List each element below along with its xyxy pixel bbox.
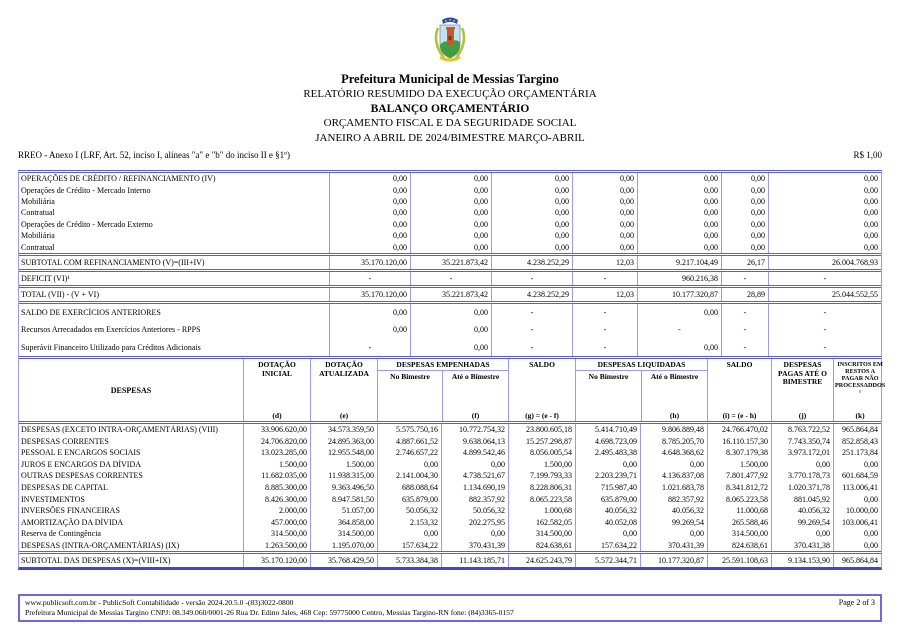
value-cell: 2.000,00 [243,505,310,517]
coat-of-arms-icon [432,14,468,62]
value-cell: 8.307.179,38 [707,447,771,459]
value-cell: 824.638,61 [508,539,575,551]
value-cell: 12.955.548,00 [310,447,377,459]
value-cell: 8.426.300,00 [243,493,310,505]
value-cell: 370.431,39 [441,539,508,551]
value-cell: - [768,339,881,357]
value-cell: 0,00 [410,304,491,322]
value-cell: 882.357,92 [441,493,508,505]
col-header-empenhadas-no-bimestre: No Bimestre [390,372,430,381]
table-row [19,196,881,207]
value-cell: 7.199.793,33 [508,470,575,482]
value-cell: 0,00 [833,539,881,551]
value-cell: 251.173,84 [833,447,881,459]
currency-note: R$ 1,00 [853,150,882,160]
value-cell: 10.177.320,87 [637,288,721,301]
row-label: JUROS E ENCARGOS DA DÍVIDA [21,459,142,469]
table-row [19,301,881,322]
report-title-line2: BALANÇO ORÇAMENTÁRIO [370,102,530,115]
value-cell: 0,00 [491,241,572,252]
value-cell: 0,00 [329,219,410,230]
table-row [19,219,881,230]
value-cell: 4.238.252,29 [491,288,572,301]
value-cell: 8.341.812,72 [707,482,771,494]
col-header-despesas: DESPESAS [110,385,152,395]
value-cell: 0,00 [377,459,441,471]
row-label: Recursos Arrecadados em Exercícios Anteriores - RPPS [21,325,201,335]
table-row [19,269,881,285]
value-cell: 0,00 [410,321,491,339]
value-cell: 24.625.243,79 [508,554,575,567]
col-group-liquidadas: DESPESAS LIQUIDADAS No Bimestre Até o Bimestre (h) [575,359,707,421]
value-cell: 0,00 [637,304,721,322]
row-label: Reserva de Contingência [21,529,101,539]
value-cell: 314.500,00 [310,528,377,540]
value-cell: 0,00 [410,241,491,252]
value-cell: 26,17 [721,256,768,269]
value-cell: 0,00 [833,493,881,505]
value-cell: 35.170.120,00 [243,554,310,567]
col-header-saldo-g: SALDO (g) = (e - f) [508,359,575,421]
value-cell: - [491,321,572,339]
value-cell: 26.004.768,93 [768,256,881,269]
value-cell: 960.216,38 [637,272,721,285]
value-cell: 11.143.185,71 [441,554,508,567]
value-cell: 8.947.581,50 [310,493,377,505]
value-cell: 113.006,41 [833,482,881,494]
value-cell: 0,00 [575,459,640,471]
value-cell: 0,00 [441,528,508,540]
value-cell: 40.056,32 [640,505,707,517]
value-cell: 0,00 [637,219,721,230]
table-row [19,241,881,252]
value-cell: 4.238.252,29 [491,256,572,269]
value-cell: 51.057,00 [310,505,377,517]
value-cell: 9.806.889,48 [640,424,707,436]
value-cell: 0,00 [572,230,637,241]
value-cell: 4.738.521,67 [441,470,508,482]
value-cell: 8.065.223,58 [508,493,575,505]
value-cell: 33.906.620,00 [243,424,310,436]
value-cell: 0,00 [721,173,768,184]
col-header-saldo-i: SALDO (i) = (e - h) [707,359,771,421]
value-cell: 0,00 [721,207,768,218]
col-header-dotacao-inicial: DOTAÇÃO INICIAL (d) [243,359,310,421]
value-cell: 28,89 [721,288,768,301]
value-cell: 12,03 [572,256,637,269]
table-row [19,230,881,241]
value-cell: 0,00 [721,241,768,252]
value-cell: - [329,272,410,285]
value-cell: 24.706.820,00 [243,436,310,448]
value-cell: 1.195.070,00 [310,539,377,551]
value-cell: 10.772.754,32 [441,424,508,436]
value-cell: 0,00 [721,219,768,230]
row-label: DEFICIT (VI)¹ [21,273,70,283]
table-row [19,459,881,471]
value-cell: 0,00 [491,207,572,218]
row-label: Operações de Crédito - Mercado Interno [21,185,151,195]
value-cell: 2.746.657,22 [377,447,441,459]
value-cell: 9.134.153,90 [771,554,833,567]
value-cell: 50.056,32 [441,505,508,517]
value-cell: 9.363.496,50 [310,482,377,494]
value-cell: 635.879,00 [377,493,441,505]
report-title-line4: JANEIRO A ABRIL DE 2024/BIMESTRE MARÇO-ABRIL [315,131,585,144]
value-cell: 965.864,84 [833,424,881,436]
row-label: PESSOAL E ENCARGOS SOCIAIS [21,448,141,458]
value-cell: 824.638,61 [707,539,771,551]
value-cell: 0,00 [329,241,410,252]
value-cell: 364.858,00 [310,516,377,528]
value-cell: 314.500,00 [508,528,575,540]
despesas-table-header [19,356,886,424]
value-cell: 23.800.605,18 [508,424,575,436]
value-cell: 0,00 [491,184,572,195]
value-cell: - [768,304,881,322]
value-cell: 0,00 [771,528,833,540]
value-cell: 0,00 [768,173,881,184]
col-header-liquidadas-ate-bimestre: Até o Bimestre (h) [641,371,707,421]
col-header-inscritos: INSCRITOS EM RESTOS A PAGAR NÃO PROCESSADDOS ¹ (k) [835,361,886,420]
row-label: DESPESAS DE CAPITAL [21,483,108,492]
table-row [19,516,881,528]
value-cell: 0,00 [329,230,410,241]
value-cell: 0,00 [637,241,721,252]
value-cell: 4.698.723,09 [575,436,640,448]
value-cell: - [721,272,768,285]
anexo-row [18,150,882,160]
value-cell: 0,00 [491,219,572,230]
table-row [19,321,881,339]
value-cell: 852.858,43 [833,436,881,448]
table-row [19,424,881,436]
value-cell: - [768,321,881,339]
value-cell: 157.634,22 [575,539,640,551]
value-cell: 8.228.806,31 [508,482,575,494]
value-cell: 162.582,05 [508,516,575,528]
value-cell: 0,00 [572,196,637,207]
value-cell: - [572,272,637,285]
value-cell: 157.634,22 [377,539,441,551]
table-row [19,447,881,459]
value-cell: 0,00 [640,528,707,540]
value-cell: - [637,321,721,339]
table-row [19,493,881,505]
value-cell: 3.973.172,01 [771,447,833,459]
col-header-dotacao-atualizada: DOTAÇÃO ATUALIZADA (e) [310,359,377,421]
value-cell: 8.763.722,52 [771,424,833,436]
value-cell: 24.766.470,02 [707,424,771,436]
value-cell: 2.495.483,38 [575,447,640,459]
value-cell: - [572,339,637,357]
value-cell: 8.785.205,70 [640,436,707,448]
value-cell: 35.170.120,00 [329,288,410,301]
value-cell: 8.885.300,00 [243,482,310,494]
value-cell: 1.134.690,19 [441,482,508,494]
value-cell: 1.263.500,00 [243,539,310,551]
row-label: SUBTOTAL COM REFINANCIAMENTO (V)=(III+IV) [21,257,205,267]
value-cell: - [491,304,572,322]
value-cell: 0,00 [410,184,491,195]
row-label: AMORTIZAÇÃO DA DÍVIDA [21,517,124,527]
value-cell: 35.221.873,42 [410,288,491,301]
table-row [19,539,881,551]
row-label: TOTAL (VII) - (V + VI) [21,289,99,299]
report-title-line3: ORÇAMENTO FISCAL E DA SEGURIDADE SOCIAL [323,117,577,129]
value-cell: 965.864,84 [833,554,881,567]
value-cell: 2.141.004,30 [377,470,441,482]
value-cell: 1.500,00 [508,459,575,471]
value-cell: 1.000,68 [508,505,575,517]
value-cell: 0,00 [572,241,637,252]
row-label: Superávit Financeiro Utilizado para Créditos Adicionais [21,342,201,352]
value-cell: 34.573.359,50 [310,424,377,436]
value-cell: 0,00 [637,339,721,357]
table-row [19,551,881,567]
value-cell: 35.221.873,42 [410,256,491,269]
row-label: SALDO DE EXERCÍCIOS ANTERIORES [21,307,161,317]
value-cell: 601.684,59 [833,470,881,482]
value-cell: 0,00 [833,528,881,540]
value-cell: 314.500,00 [243,528,310,540]
value-cell: - [768,272,881,285]
value-cell: 1.500,00 [310,459,377,471]
row-label: SUBTOTAL DAS DESPESAS (X)=(VIII+IX) [21,556,171,566]
value-cell: 202.275,95 [441,516,508,528]
value-cell: 882.357,92 [640,493,707,505]
footer-box [18,594,882,622]
value-cell: 0,00 [410,207,491,218]
value-cell: 370.431,39 [640,539,707,551]
value-cell: 0,00 [637,173,721,184]
value-cell: 0,00 [329,207,410,218]
value-cell: 0,00 [768,184,881,195]
table-row [19,173,881,184]
col-group-empenhadas: DESPESAS EMPENHADAS No Bimestre Até o Bimestre (f) [377,359,508,421]
value-cell: 715.987,40 [575,482,640,494]
value-cell: 1.500,00 [243,459,310,471]
value-cell: 24.895.363,00 [310,436,377,448]
value-cell: 265.588,46 [707,516,771,528]
value-cell: 15.257.298,87 [508,436,575,448]
value-cell: 0,00 [410,230,491,241]
row-label: Mobiliária [21,231,55,241]
value-cell: - [572,304,637,322]
value-cell: 10.000,00 [833,505,881,517]
value-cell: - [410,272,491,285]
table-row [19,470,881,482]
table-row [19,285,881,301]
value-cell: 35.170.120,00 [329,256,410,269]
value-cell: 3.770.178,73 [771,470,833,482]
value-cell: 12,03 [572,288,637,301]
value-cell: 40.056,32 [575,505,640,517]
value-cell: 9.217.104,49 [637,256,721,269]
value-cell: 0,00 [329,196,410,207]
value-cell: 5.414.710,49 [575,424,640,436]
value-cell: 4.648.368,62 [640,447,707,459]
row-label: OPERAÇÕES DE CRÉDITO / REFINANCIAMENTO (IV) [21,174,216,184]
value-cell: 0,00 [410,339,491,357]
value-cell: 0,00 [441,459,508,471]
receitas-table-body [19,173,881,356]
value-cell: 0,00 [640,459,707,471]
value-cell: 0,00 [410,196,491,207]
value-cell: 0,00 [721,184,768,195]
table-row [19,339,881,357]
value-cell: - [721,339,768,357]
value-cell: 0,00 [377,528,441,540]
value-cell: 0,00 [637,196,721,207]
value-cell: 4.136.837,08 [640,470,707,482]
value-cell: 0,00 [491,173,572,184]
value-cell: 2.153,32 [377,516,441,528]
value-cell: 370.431,38 [771,539,833,551]
value-cell: 1.021.683,78 [640,482,707,494]
value-cell: 0,00 [721,196,768,207]
report-title-block [0,72,900,145]
value-cell: - [721,321,768,339]
value-cell: 11.000,68 [707,505,771,517]
table-row [19,505,881,517]
row-label: Contratual [21,242,55,252]
despesas-table [18,356,886,570]
row-label: DESPESAS (INTRA-ORÇAMENTÁRIAS) (IX) [21,540,180,550]
row-label: OUTRAS DESPESAS CORRENTES [21,471,143,481]
value-cell: 9.638.064,13 [441,436,508,448]
value-cell: 0,00 [833,459,881,471]
value-cell: 0,00 [410,219,491,230]
value-cell: 0,00 [329,304,410,322]
value-cell: 0,00 [491,230,572,241]
value-cell: 0,00 [572,173,637,184]
value-cell: 0,00 [491,196,572,207]
value-cell: 0,00 [329,173,410,184]
value-cell: 99.269,54 [640,516,707,528]
value-cell: 457.000,00 [243,516,310,528]
table-row [19,184,881,195]
col-header-liquidadas-no-bimestre: No Bimestre [588,372,629,381]
value-cell: - [491,339,572,357]
value-cell: 11.938.315,00 [310,470,377,482]
value-cell: - [572,321,637,339]
value-cell: 0,00 [637,184,721,195]
table-row [19,482,881,494]
value-cell: 99.269,54 [771,516,833,528]
table-row [19,436,881,448]
row-label: DESPESAS (EXCETO INTRA-ORÇAMENTÁRIAS) (VIII) [21,425,218,435]
value-cell: 0,00 [768,230,881,241]
value-cell: 0,00 [768,207,881,218]
page-number: Page 2 of 3 [838,598,875,607]
value-cell: 25.591.108,63 [707,554,771,567]
value-cell: - [491,272,572,285]
value-cell: 10.177.320,87 [640,554,707,567]
value-cell: 5.572.344,71 [575,554,640,567]
value-cell: 0,00 [329,321,410,339]
row-label: Mobiliária [21,196,55,206]
value-cell: 40.056,32 [771,505,833,517]
value-cell: 0,00 [771,459,833,471]
value-cell: 5.733.384,38 [377,554,441,567]
value-cell: 103.006,41 [833,516,881,528]
value-cell: 2.203.239,71 [575,470,640,482]
value-cell: 314.500,00 [707,528,771,540]
value-cell: 881.045,92 [771,493,833,505]
value-cell: 0,00 [637,230,721,241]
value-cell: 0,00 [410,173,491,184]
value-cell: 0,00 [721,230,768,241]
value-cell: 1.500,00 [707,459,771,471]
value-cell: 0,00 [768,196,881,207]
value-cell: 8.065.223,58 [707,493,771,505]
value-cell: 0,00 [768,219,881,230]
footer-software-line: www.publicsoft.com.br - PublicSoft Contabilidade - versão 2024.20.5.0 -(83)3022-0800 [25,598,294,607]
value-cell: 16.110.157,30 [707,436,771,448]
value-cell: 4.887.661,52 [377,436,441,448]
anexo-label: RREO - Anexo I (LRF, Art. 52, inciso I, alíneas "a" e "b" do inciso II e §1º) [18,150,290,160]
value-cell: 688.088,64 [377,482,441,494]
value-cell: 11.682.035,00 [243,470,310,482]
value-cell: 13.023.285,00 [243,447,310,459]
row-label: Operações de Crédito - Mercado Externo [21,219,153,229]
value-cell: 0,00 [572,207,637,218]
value-cell: 5.575.750,16 [377,424,441,436]
value-cell: 8.056.005,54 [508,447,575,459]
value-cell: 0,00 [575,528,640,540]
table-row [19,207,881,218]
col-header-pagas: DESPESAS PAGAS ATÉ O BIMESTRE (j) [771,359,833,421]
value-cell: 635.879,00 [575,493,640,505]
table-row [19,528,881,540]
value-cell: 0,00 [768,241,881,252]
value-cell: 0,00 [572,184,637,195]
municipal-coat-of-arms-logo [432,14,468,67]
row-label: Contratual [21,208,55,218]
value-cell: 7.743.350,74 [771,436,833,448]
value-cell: 1.020.371,78 [771,482,833,494]
org-name: Prefeitura Municipal de Messias Targino [341,72,559,86]
value-cell: 25.044.552,55 [768,288,881,301]
value-cell: 7.801.477,92 [707,470,771,482]
value-cell: 0,00 [329,184,410,195]
value-cell: - [329,339,410,357]
value-cell: 0,00 [637,207,721,218]
row-label: DESPESAS CORRENTES [21,436,109,446]
footer-address-line: Prefeitura Municipal de Messias Targino CNPJ: 08.349.060/0001-26 Rua Dr. Edino Jales, 468 Cep: 59775000 Centro, Messias Targino-RN fone: (84)3365-0157 [25,607,514,617]
table-row [19,253,881,269]
receitas-table [18,170,882,359]
value-cell: 4.899.542,46 [441,447,508,459]
value-cell: 0,00 [572,219,637,230]
value-cell: 35.768.429,50 [310,554,377,567]
row-label: INVERSÕES FINANCEIRAS [21,506,120,516]
despesas-table-body [19,424,881,567]
value-cell: 40.052,08 [575,516,640,528]
value-cell: 50.056,32 [377,505,441,517]
report-title-line1: RELATÓRIO RESUMIDO DA EXECUÇÃO ORÇAMENTÁRIA [303,88,597,100]
value-cell: - [721,304,768,322]
row-label: INVESTIMENTOS [21,494,85,504]
col-header-empenhadas-ate-bimestre: Até o Bimestre (f) [442,371,508,421]
